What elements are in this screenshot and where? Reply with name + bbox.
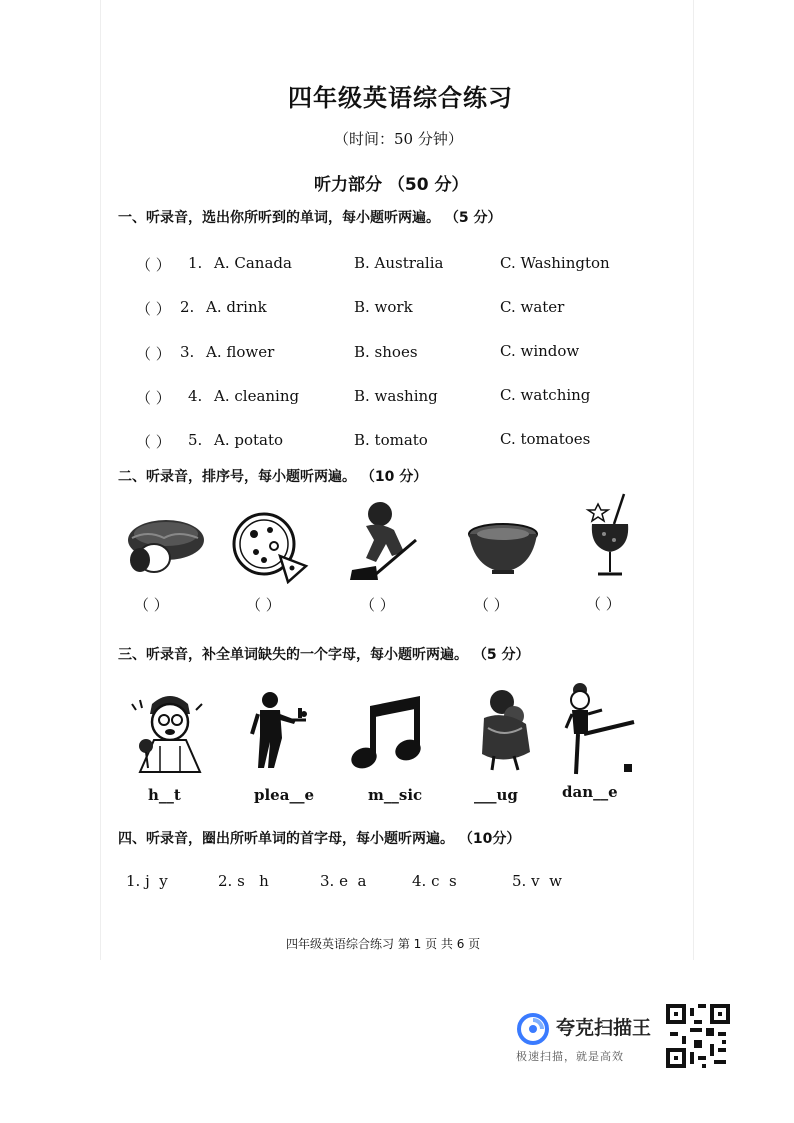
answer-paren[interactable]: （ ）	[136, 345, 171, 363]
sweeping-icon	[346, 500, 426, 584]
waiter-icon	[244, 690, 310, 770]
section-3-heading: 三、听录音，补全单词缺失的一个字母，每小题听两遍。 （5 分）	[118, 647, 530, 663]
juice-drink-icon	[584, 490, 640, 580]
scanner-app-name: 夸克扫描王	[556, 1017, 652, 1039]
section-2-heading: 二、听录音，排序号，每小题听两遍。 （10 分）	[118, 469, 428, 485]
bread-icon	[118, 510, 208, 580]
option-c: C. Washington	[500, 254, 610, 272]
dancer-icon	[562, 680, 640, 780]
answer-paren[interactable]: （ ）	[246, 596, 281, 614]
letter-choice[interactable]: 5. v w	[512, 872, 562, 890]
part-title: 听力部分 （50 分）	[314, 175, 469, 195]
missing-letter-word: m__sic	[368, 786, 423, 804]
scanner-logo-icon	[516, 1012, 550, 1050]
page-title: 四年级英语综合练习	[288, 84, 513, 112]
letter-choice[interactable]: 1. j y	[126, 872, 168, 890]
answer-paren[interactable]: （ ）	[136, 433, 171, 451]
music-note-icon	[350, 694, 426, 772]
soup-bowl-icon	[466, 516, 540, 576]
option-b: B. shoes	[354, 343, 418, 361]
answer-paren[interactable]: （ ）	[586, 595, 621, 613]
letter-choice[interactable]: 4. c s	[412, 872, 457, 890]
question-number: 1.	[188, 254, 203, 272]
letter-choice[interactable]: 3. e a	[320, 872, 367, 890]
question-number: 5.	[188, 431, 203, 449]
missing-letter-word: dan__e	[562, 783, 618, 801]
section-4-heading: 四、听录音，圈出所听单词的首字母，每小题听两遍。 （10分）	[118, 831, 521, 847]
question-number: 4.	[188, 387, 203, 405]
option-a: A. potato	[214, 431, 284, 449]
page-footer: 四年级英语综合练习 第 1 页 共 6 页	[286, 937, 481, 951]
option-b: B. Australia	[354, 254, 444, 272]
answer-paren[interactable]: （ ）	[134, 596, 169, 614]
missing-letter-word: ___ug	[474, 786, 518, 804]
section-1-heading: 一、听录音，选出你所听到的单词，每小题听两遍。 （5 分）	[118, 210, 502, 226]
answer-paren[interactable]: （ ）	[136, 389, 171, 407]
answer-paren[interactable]: （ ）	[360, 596, 395, 614]
option-a: A. drink	[206, 298, 267, 316]
option-b: B. work	[354, 298, 413, 316]
missing-letter-word: plea__e	[254, 786, 314, 804]
exam-time: （时间：50 分钟）	[334, 130, 463, 148]
option-c: C. watching	[500, 386, 591, 404]
option-b: B. tomato	[354, 431, 428, 449]
option-b: B. washing	[354, 387, 438, 405]
letter-choice[interactable]: 2. s h	[218, 872, 269, 890]
option-a: A. flower	[206, 343, 275, 361]
question-number: 3.	[180, 343, 195, 361]
answer-paren[interactable]: （ ）	[136, 256, 171, 274]
qr-code-icon	[666, 1004, 730, 1072]
scanner-slogan: 极速扫描，就是高效	[516, 1050, 624, 1063]
pizza-icon	[230, 508, 310, 584]
missing-letter-word: h__t	[148, 786, 181, 804]
option-c: C. tomatoes	[500, 430, 591, 448]
option-c: C. window	[500, 342, 580, 360]
option-a: A. Canada	[214, 254, 292, 272]
hot-boy-icon	[130, 688, 210, 774]
question-number: 2.	[180, 298, 195, 316]
option-c: C. water	[500, 298, 565, 316]
answer-paren[interactable]: （ ）	[136, 300, 171, 318]
answer-paren[interactable]: （ ）	[474, 596, 509, 614]
hug-icon	[474, 688, 536, 772]
option-a: A. cleaning	[214, 387, 300, 405]
